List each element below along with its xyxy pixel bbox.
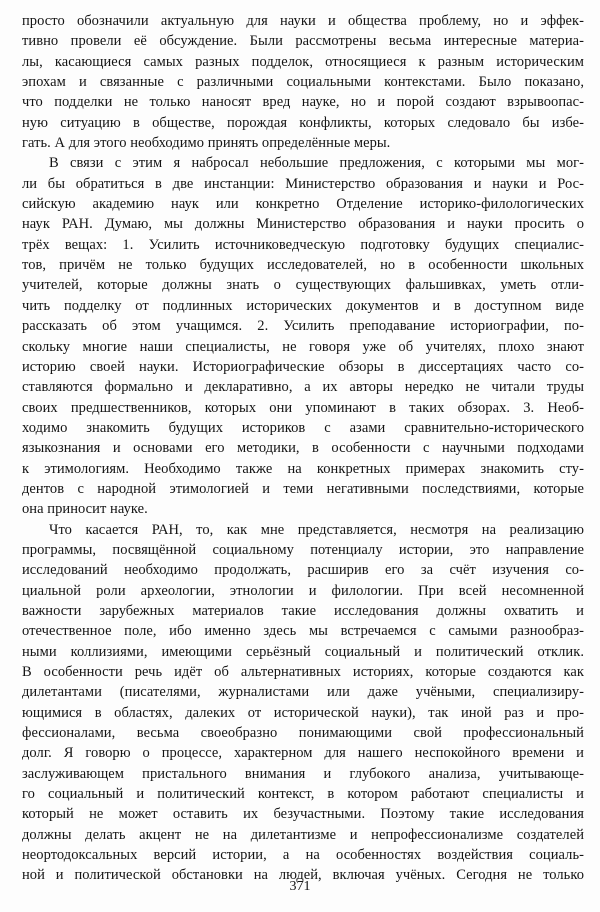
text-line: должны делать акцент не на дилетантизме и непрофессионализме создателей <box>22 826 584 843</box>
text-line: эпохам и связанные с различными социальными контекстами. Было показано, <box>22 74 584 91</box>
text-line: гать. А для этого необходимо принять определённые меры. <box>22 135 391 152</box>
text-line: чить подделку от подлинных исторических документов и в доступном виде <box>22 297 584 314</box>
text-line: дентов с народной этимологией и теми негативными последствиями, которые <box>22 480 584 497</box>
text-line: она приносит науке. <box>22 501 148 518</box>
text-line: неортодоксальных версий истории, а на особенностях воздействия социаль- <box>22 847 584 864</box>
text-line: ной и политической обстановки на людей, включая учёных. Сегодня не только <box>22 867 584 884</box>
text-line: ходимо знакомить будущих историков с азами сравнительно-исторического <box>22 419 584 436</box>
text-line: сийскую академию наук или конкретно Отделение историко-филологических <box>22 196 584 213</box>
text-line: своих предшественников, которых они упоминают в таких обзорах. 3. Необ- <box>22 399 584 416</box>
paragraph-first-line: Что касается РАН, то, как мне представляется, несмотря на реализацию <box>49 521 584 538</box>
text-line: скольку многие наши специалисты, не говоря уже об учителях, плохо знают <box>22 338 584 355</box>
text-line: программы, посвящённой социальному потенциалу истории, это направление <box>22 541 584 558</box>
text-line: который не может оставить их безучастными. Поэтому такие исследования <box>22 806 584 823</box>
text-line: отечественное поле, ибо именно здесь мы встречаемся с самыми разнообраз- <box>22 623 584 640</box>
text-line: что подделки не только наносят вред науке, но и порой создают взрывоопас- <box>22 94 584 111</box>
text-line: циальной роли археологии, этнологии и филологии. При всей несомненной <box>22 582 584 599</box>
text-line: к этимологиям. Необходимо также на конкретных примерах знакомить сту- <box>22 460 584 477</box>
text-line: историю своей науки. Историографические обзоры в диссертациях часто со- <box>22 358 584 375</box>
text-line: ли бы обратиться в две инстанции: Министерство образования и науки и Рос- <box>22 175 584 192</box>
body-text <box>22 11 584 886</box>
text-line: учителей, которые должны знать о существующих фальшивках, уметь отли- <box>22 277 584 294</box>
text-line: ными коллизиями, имеющими серьёзный социальный и политический отклик. <box>22 643 584 660</box>
text-line: языкознания и основами его методики, в особенности с научными подходами <box>22 440 584 457</box>
text-line: наук РАН. Думаю, мы должны Министерство образования и науки просить о <box>22 216 584 233</box>
text-line: ющимися в областях, далеких от исторической науки), так иной раз и про- <box>22 704 584 721</box>
text-line: просто обозначили актуальную для науки и общества проблему, но и эффек- <box>22 13 584 29</box>
text-line: важности зарубежных материалов такие исследования должны охватить и <box>22 602 584 619</box>
paragraph-first-line: В связи с этим я набросал небольшие предложения, с которыми мы мог- <box>49 155 584 172</box>
text-line: В особенности речь идёт об альтернативных историях, которые создаются как <box>22 664 584 680</box>
text-line: ную ситуацию в обществе, порождая конфликты, которых следовало бы избе- <box>22 114 584 131</box>
text-line: тивно провели её обсуждение. Были рассмотрены весьма интересные материа- <box>22 33 584 50</box>
text-line: лы, касающиеся самых разных подделок, относящиеся к разным историческим <box>22 53 584 70</box>
text-line: тов, причём не только будущих исследователей, но в особенности школьных <box>22 257 584 274</box>
page-number: 371 <box>289 879 311 894</box>
text-line: долг. Я говорю о процессе, характерном для нашего неспокойного времени и <box>22 745 584 762</box>
text-line: го социальный и политический контекст, в котором работают специалисты и <box>22 786 584 803</box>
text-line: ставляются формально и декларативно, а их авторы нередко не читали труды <box>22 379 584 396</box>
text-line: рассказать об этом учащимся. 2. Усилить преподавание историографии, по- <box>22 318 584 335</box>
text-line: дилетантами (писателями, журналистами или даже учёными, специализиру- <box>22 684 584 701</box>
text-line: трёх вещах: 1. Усилить источниковедческую подготовку будущих специалис- <box>22 236 584 253</box>
text-line: исследований необходимо продолжать, расширив его за счёт изучения со- <box>22 562 584 579</box>
text-line: заслуживающем пристального внимания и глубокого анализа, учитывающе- <box>22 765 584 782</box>
text-line: фессионалами, весьма своеобразно понимающими свой профессиональный <box>22 725 584 742</box>
